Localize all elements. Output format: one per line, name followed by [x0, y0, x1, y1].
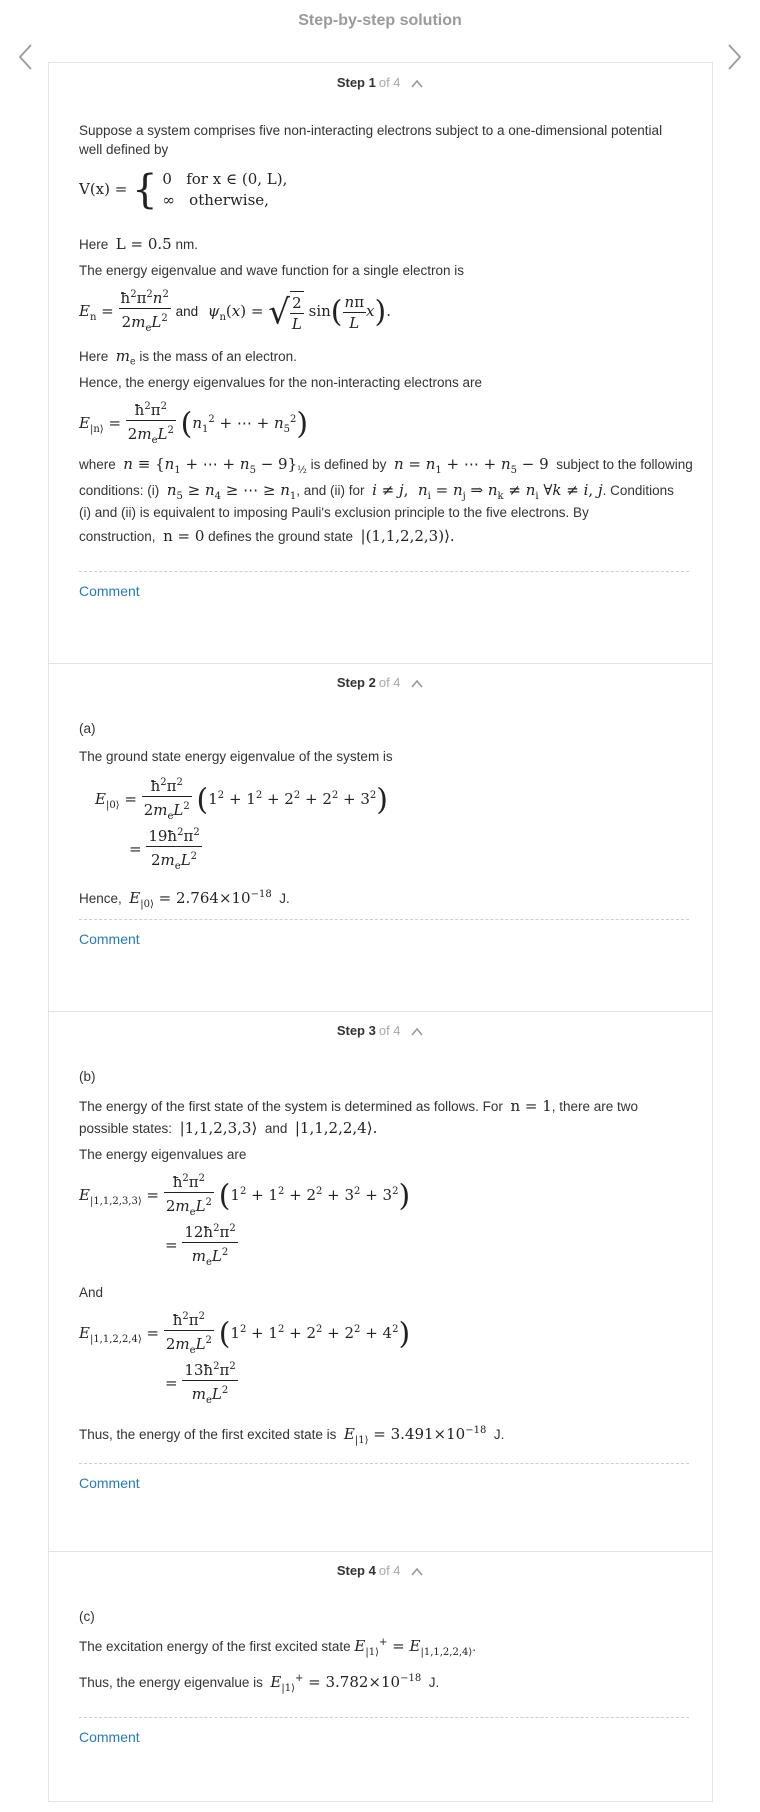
comment-divider	[79, 1717, 689, 1718]
step-1	[49, 63, 712, 664]
electron-mass-line: Here $m_e$ is the mass of an electron.	[79, 347, 297, 368]
state-b-simplified: = $\frac{13ħ^2\pi^2}{m_eL^2}$	[165, 1357, 238, 1411]
construction-line: construction, n = 0 defines the ground state |(1,1,2,2,3)⟩.	[79, 527, 455, 545]
step-label: Step 3	[336, 1023, 376, 1038]
single-electron-equation: $E_n$ = $\frac{ħ^2\pi^2n^2}{2m_eL^2}$ and $\psi_n(x)$ = √ $\frac{2}{L}$ sin( $\frac{n\pi}{L}$ x).	[79, 285, 391, 339]
part-label: (c)	[79, 1609, 95, 1624]
comment-divider	[79, 919, 689, 920]
hence-intro: Hence, the energy eigenvalues for the non-interacting electrons are	[79, 375, 482, 390]
collapse-step-button[interactable]	[410, 1567, 424, 1576]
conditions-line: conditions: (i) $n_5 \ge n_4$ ≥ ⋯ ≥ $n_1$, and (ii) for i ≠ j, $n_i = n_j$ ⇒ $n_k \ne n_i$ ∀k ≠ i, j. Conditions	[79, 481, 674, 502]
previous-button[interactable]	[16, 42, 36, 72]
solution-steps	[48, 62, 713, 1802]
ground-result: Hence, $E_{|0⟩} = 2.764\times 10^{-18}$ J.	[79, 889, 290, 910]
first-state-intro: The energy of the first state of the system is determined as follows. For n = 1, there are two	[79, 1097, 639, 1115]
collapse-step-button[interactable]	[410, 79, 424, 88]
part-label: (a)	[79, 721, 96, 736]
collapse-step-button[interactable]	[410, 679, 424, 688]
excitation-result: Thus, the energy eigenvalue is $E_{|1⟩}^+ = 3.782\times 10^{-18}$ J.	[79, 1673, 440, 1694]
eigen-intro: The energy eigenvalue and wave function for a single electron is	[79, 263, 464, 278]
step-header	[49, 1023, 712, 1038]
ground-energy-simplified: = $\frac{19ħ^2\pi^2}{2m_eL^2}$	[129, 823, 202, 877]
ground-energy-equation: $E_{|0⟩}$ = $\frac{ħ^2\pi^2}{2m_eL^2}$ $(1^2 + 1^2 + 2^2 + 2^2 + 3^2)$	[95, 773, 388, 827]
comment-divider	[79, 571, 689, 572]
step-header	[49, 675, 712, 690]
excitation-intro: The excitation energy of the first excited state $E_{|1⟩}^+ = E_{|1,1,2,2,4⟩}$.	[79, 1637, 477, 1658]
step-count: of 4	[378, 1023, 401, 1038]
state-a-equation: $E_{|1,1,2,3,3⟩}$ = $\frac{ħ^2\pi^2}{2m_eL^2}$ $(1^2 + 1^2 + 2^2 + 3^2 + 3^2)$	[79, 1169, 410, 1223]
potential-equation: V(x) = { 0 for x ∈ (0, L), ∞ otherwise,	[79, 167, 288, 213]
possible-states: possible states: |1,1,2,3,3⟩ and |1,1,2,2,4⟩.	[79, 1119, 378, 1137]
eigen-intro: The energy eigenvalues are	[79, 1147, 247, 1162]
part-label: (b)	[79, 1069, 96, 1084]
step-label: Step 4	[336, 1563, 376, 1578]
step-label: Step 1	[336, 75, 376, 90]
state-a-simplified: = $\frac{12ħ^2\pi^2}{m_eL^2}$	[165, 1219, 238, 1273]
step-count: of 4	[378, 75, 401, 90]
step-4	[49, 1551, 712, 1801]
left-brace: {	[132, 167, 158, 213]
and-line: And	[79, 1285, 104, 1300]
comment-link[interactable]: Comment	[79, 583, 140, 599]
step-label: Step 2	[336, 675, 376, 690]
potential-cases: 0 for x ∈ (0, L), ∞ otherwise,	[162, 170, 288, 209]
where-line: where $n \equiv \{n_1$ + ⋯ + $n_5 - 9\}_{\frac{1}{2}}$ is defined by $n = n_1$ + ⋯ + $n_5 - 9$ subject to the following	[79, 455, 693, 476]
next-button[interactable]	[724, 42, 744, 72]
collapse-step-button[interactable]	[410, 1027, 424, 1036]
page-title: Step-by-step solution	[298, 12, 462, 29]
step-count: of 4	[378, 675, 401, 690]
comment-link[interactable]: Comment	[79, 931, 140, 947]
step-2	[49, 663, 712, 1012]
ground-intro: The ground state energy eigenvalue of the system is	[79, 749, 393, 764]
state-b-equation: $E_{|1,1,2,2,4⟩}$ = $\frac{ħ^2\pi^2}{2m_eL^2}$ $(1^2 + 1^2 + 2^2 + 2^2 + 4^2)$	[79, 1307, 410, 1361]
length-line: Here L = 0.5 nm.	[79, 235, 198, 253]
multi-electron-equation: $E_{|n⟩}$ = $\frac{ħ^2\pi^2}{2m_eL^2}$ ($n_1^2$ + ⋯ + $n_5^2$)	[79, 397, 308, 451]
comment-link[interactable]: Comment	[79, 1729, 140, 1745]
first-excited-result: Thus, the energy of the first excited state is $E_{|1⟩} = 3.491\times 10^{-18}$ J.	[79, 1425, 505, 1446]
chevron-right-icon	[724, 42, 744, 72]
step-3	[49, 1011, 712, 1552]
chevron-left-icon	[16, 42, 36, 72]
step-1-intro: Suppose a system comprises five non-interacting electrons subject to a one-dimensional potential well defined by	[79, 123, 663, 157]
comment-link[interactable]: Comment	[79, 1475, 140, 1491]
pauli-line: (i) and (ii) is equivalent to imposing Pauli's exclusion principle to the five electrons. By	[79, 505, 589, 520]
step-count: of 4	[378, 1563, 401, 1578]
step-header	[49, 75, 712, 90]
step-header	[49, 1563, 712, 1578]
comment-divider	[79, 1463, 689, 1464]
